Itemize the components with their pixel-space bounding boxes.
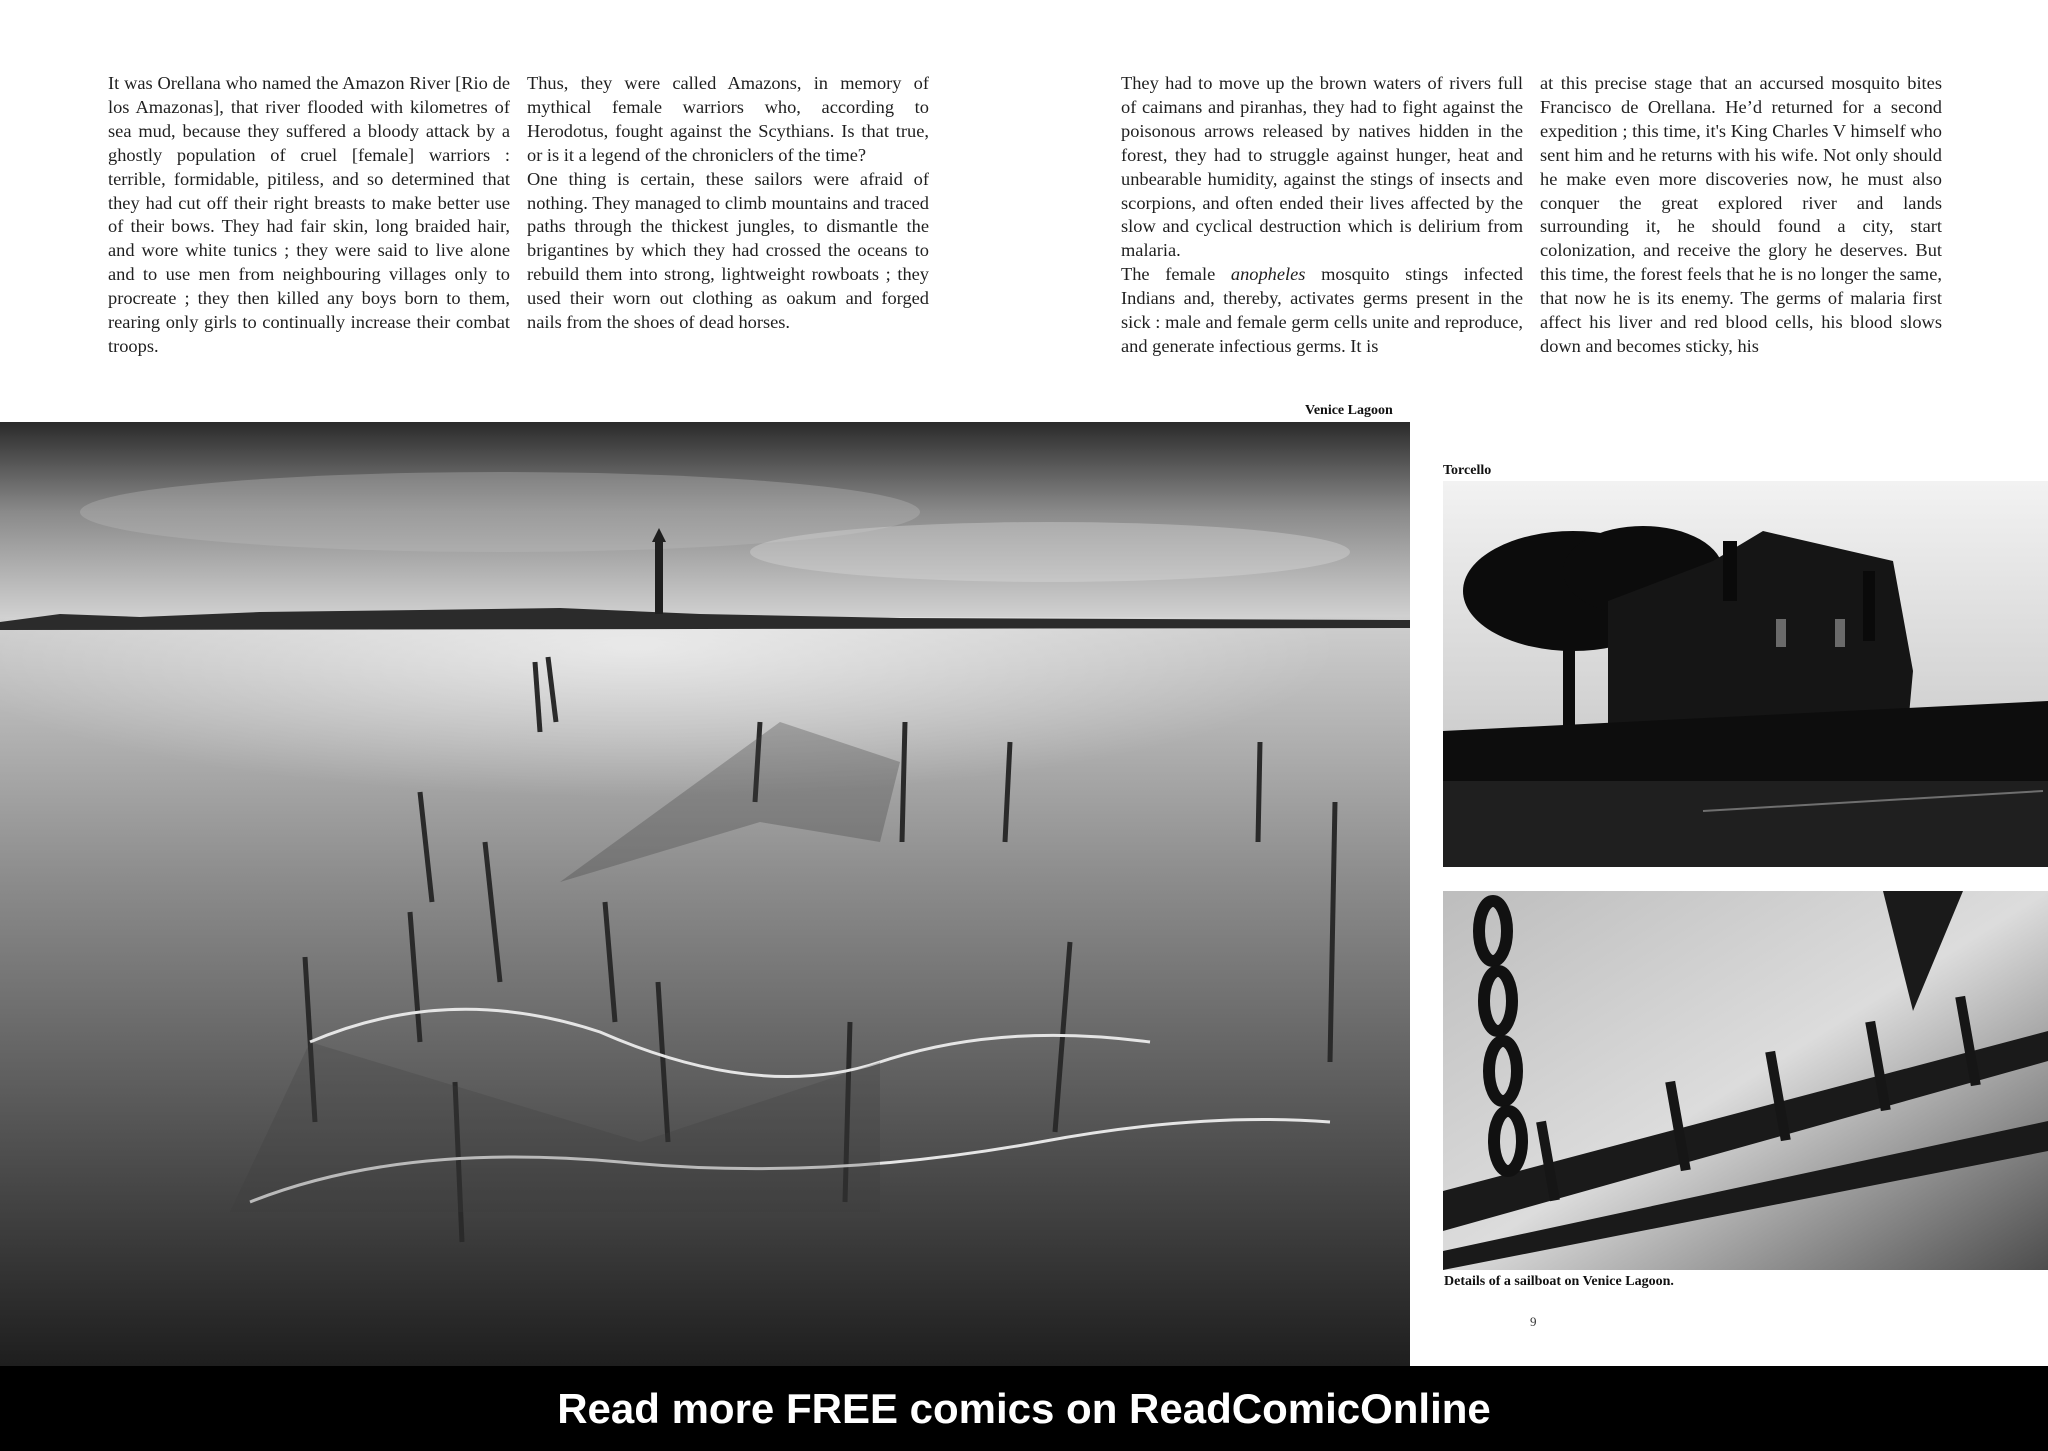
italic-term: anopheles (1230, 264, 1306, 285)
caption-venice-lagoon: Venice Lagoon (1305, 403, 1393, 418)
text-column-3 (1121, 72, 1523, 384)
page-number: 9 (1530, 1314, 1537, 1329)
text-run: The female (1121, 264, 1231, 285)
paragraph: at this precise stage that an accursed mosquito bites Francisco de Orellana. He’d returned for a second expedition ; this time, it's King Charles V himself who sent him and he returns with his wife. Not only should he make even more discoveries now, he must also conquer the great explored river and lands surrounding it, he should found a city, start colonization, and receive the glory he deserves. But this time, the forest feels that he is no longer the same, that now he is its enemy. The germs of malaria first affect his liver and red blood cells, his blood slows down and becomes sticky, his (1540, 73, 1942, 356)
paragraph (1121, 263, 1523, 359)
paragraph: Thus, they were called Amazons, in memory of mythical female warriors who, according to Herodotus, fought against the Scythians. Is that true, or is it a legend of the chroniclers of the time? (527, 73, 929, 165)
photo-venice-lagoon (0, 422, 1410, 1366)
text-column-1 (108, 72, 510, 359)
lagoon-image (0, 422, 1410, 1366)
text-run: mosquito stings infected Indians and, thereby, activates germs present in the sick : male and female germ cells unite and reproduce, and generate infectious germs. It is (1121, 264, 1523, 356)
paragraph: One thing is certain, these sailors were afraid of nothing. They managed to climb mountains and traced paths through the thickest jungles, to dismantle the brigantines by which they had crossed the oceans to rebuild them into strong, lightweight rowboats ; they used their worn out clothing as oakum and forged nails from the shoes of dead horses. (527, 168, 929, 333)
photo-sailboat-details (1443, 891, 2048, 1270)
photo-torcello (1443, 481, 2048, 867)
paragraph: They had to move up the brown waters of rivers full of caimans and piranhas, they had to fight against the poisonous arrows released by natives hidden in the forest, they had to struggle against hunger, heat and unbearable humidity, against the stings of insects and scorpions, and often ended their lives affected by the slow and cyclical destruction which is delirium from malaria. (1121, 73, 1523, 261)
promo-banner[interactable]: Read more FREE comics on ReadComicOnline (0, 1366, 2048, 1451)
sailboat-image (1443, 891, 2048, 1270)
torcello-image (1443, 481, 2048, 867)
paragraph: It was Orellana who named the Amazon River [Rio de los Amazonas], that river flooded with kilometres of sea mud, because they suffered a bloody attack by a ghostly population of cruel [female] warriors : terrible, formidable, pitiless, and so determined that they had cut off their right breasts to make better use of their bows. They had fair skin, long braided hair, and wore white tunics ; they were said to live alone and to use men from neighbouring villages only to procreate ; they then killed any boys born to them, rearing only girls to continually increase their combat troops. (108, 73, 510, 356)
text-column-2 (527, 72, 929, 335)
caption-sailboat: Details of a sailboat on Venice Lagoon. (1444, 1274, 1674, 1289)
caption-torcello: Torcello (1443, 463, 1492, 478)
text-column-4 (1540, 72, 1942, 384)
